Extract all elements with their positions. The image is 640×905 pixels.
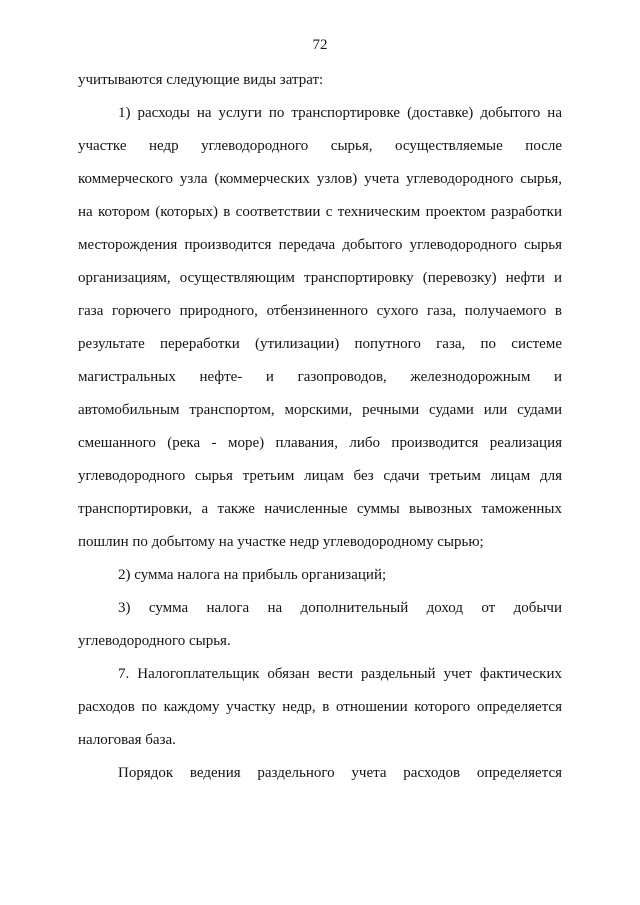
text-line: газа горючего природного, отбензиненного сухого газа, получаемого в (78, 302, 562, 319)
text-line: Порядок ведения раздельного учета расходов определяется (118, 764, 562, 781)
text-line: пошлин по добытому на участке недр углеводородному сырью; (78, 533, 484, 550)
paragraph-item-3 (78, 592, 562, 658)
paragraph-intro (78, 64, 562, 97)
paragraph-clause-7 (78, 658, 562, 757)
text-line: результате переработки (утилизации) попутного газа, по системе (78, 335, 562, 352)
text-line: смешанного (река - море) плавания, либо производится реализация (78, 434, 562, 451)
text-line: участке недр углеводородного сырья, осуществляемые после (78, 137, 562, 154)
text-line: учитываются следующие виды затрат: (78, 71, 324, 88)
text-line: месторождения производится передача добытого углеводородного сырья (78, 236, 562, 253)
paragraph-item-2 (78, 559, 562, 592)
text-line: магистральных нефте- и газопроводов, железнодорожным и (78, 368, 562, 385)
text-line: расходов по каждому участку недр, в отношении которого определяется (78, 698, 562, 715)
text-line: углеводородного сырья третьим лицам без сдачи третьим лицам для (78, 467, 562, 484)
text-line: налоговая база. (78, 731, 176, 748)
text-line: на котором (которых) в соответствии с техническим проектом разработки (78, 203, 562, 220)
text-line: 1) расходы на услуги по транспортировке (доставке) добытого на (118, 104, 562, 121)
text-line: 3) сумма налога на дополнительный доход от добычи (118, 599, 562, 616)
text-line: 7. Налогоплательщик обязан вести раздельный учет фактических (118, 665, 562, 682)
text-line: организациям, осуществляющим транспортировку (перевозку) нефти и (78, 269, 562, 286)
paragraph-accounting-order (78, 757, 562, 790)
paragraph-item-1 (78, 97, 562, 559)
text-line: автомобильным транспортом, морскими, речными судами или судами (78, 401, 562, 418)
text-line: углеводородного сырья. (78, 632, 231, 649)
document-body (78, 64, 562, 790)
text-line: транспортировки, а также начисленные суммы вывозных таможенных (78, 500, 562, 517)
page-number: 72 (312, 37, 328, 53)
text-line: коммерческого узла (коммерческих узлов) учета углеводородного сырья, (78, 170, 562, 187)
text-line: 2) сумма налога на прибыль организаций; (118, 566, 387, 583)
